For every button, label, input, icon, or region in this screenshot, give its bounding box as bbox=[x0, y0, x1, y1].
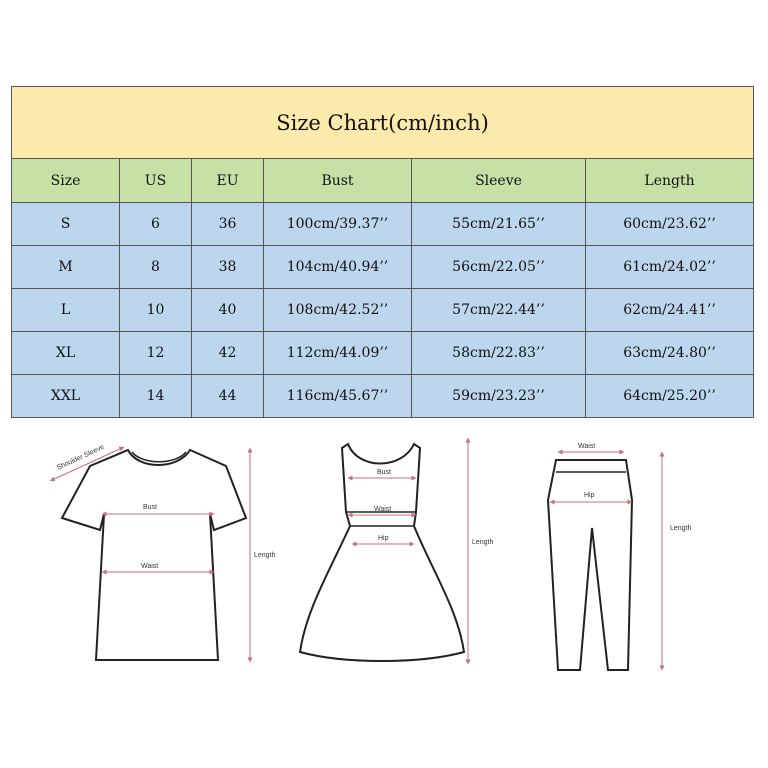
cell-sleeve: 56cm/22.05’’ bbox=[412, 246, 586, 289]
cell-eu: 44 bbox=[192, 375, 264, 418]
header-us: US bbox=[120, 159, 192, 203]
cell-size: L bbox=[12, 289, 120, 332]
cell-length: 64cm/25.20’’ bbox=[586, 375, 754, 418]
dress-diagram bbox=[300, 444, 464, 661]
dress-measure-lines bbox=[350, 440, 468, 662]
dress-bust-label: Bust bbox=[377, 469, 392, 476]
tshirt-length-label: Length bbox=[254, 552, 276, 559]
header-length: Length bbox=[586, 159, 754, 203]
tshirt-outline-icon bbox=[62, 450, 246, 660]
cell-us: 10 bbox=[120, 289, 192, 332]
header-size: Size bbox=[12, 159, 120, 203]
tshirt-bust-label: Bust bbox=[143, 504, 158, 511]
cell-eu: 42 bbox=[192, 332, 264, 375]
table-row bbox=[12, 375, 754, 418]
header-bust: Bust bbox=[264, 159, 412, 203]
dress-waist-label: Waist bbox=[374, 506, 392, 513]
cell-bust: 116cm/45.67’’ bbox=[264, 375, 412, 418]
header-sleeve: Sleeve bbox=[412, 159, 586, 203]
cell-length: 63cm/24.80’’ bbox=[586, 332, 754, 375]
size-chart-table bbox=[11, 86, 754, 418]
cell-eu: 40 bbox=[192, 289, 264, 332]
dress-outline-icon bbox=[300, 444, 464, 661]
title-row bbox=[12, 87, 754, 159]
cell-sleeve: 57cm/22.44’’ bbox=[412, 289, 586, 332]
table-row bbox=[12, 246, 754, 289]
cell-eu: 38 bbox=[192, 246, 264, 289]
cell-size: S bbox=[12, 203, 120, 246]
cell-us: 8 bbox=[120, 246, 192, 289]
table-row bbox=[12, 289, 754, 332]
cell-us: 6 bbox=[120, 203, 192, 246]
pants-measure-lines bbox=[552, 452, 662, 668]
cell-sleeve: 58cm/22.83’’ bbox=[412, 332, 586, 375]
cell-size: M bbox=[12, 246, 120, 289]
tshirt-waist-label: Waist bbox=[141, 563, 159, 570]
cell-size: XXL bbox=[12, 375, 120, 418]
table-row bbox=[12, 203, 754, 246]
cell-size: XL bbox=[12, 332, 120, 375]
cell-sleeve: 59cm/23.23’’ bbox=[412, 375, 586, 418]
tshirt-diagram bbox=[62, 450, 246, 660]
pants-hip-label: Hip bbox=[584, 492, 595, 499]
tshirt-shoulder-sleeve-label: Shoulder Sleeve bbox=[55, 443, 106, 472]
cell-bust: 104cm/40.94’’ bbox=[264, 246, 412, 289]
dress-hip-label: Hip bbox=[378, 535, 389, 542]
garment-measurement-diagrams bbox=[0, 430, 768, 680]
cell-length: 62cm/24.41’’ bbox=[586, 289, 754, 332]
pants-waist-label: Waist bbox=[578, 443, 596, 450]
cell-bust: 108cm/42.52’’ bbox=[264, 289, 412, 332]
chart-title: Size Chart(cm/inch) bbox=[12, 87, 754, 159]
size-chart bbox=[11, 86, 753, 418]
cell-eu: 36 bbox=[192, 203, 264, 246]
cell-us: 14 bbox=[120, 375, 192, 418]
cell-length: 60cm/23.62’’ bbox=[586, 203, 754, 246]
pants-length-label: Length bbox=[670, 525, 692, 532]
cell-bust: 112cm/44.09’’ bbox=[264, 332, 412, 375]
header-eu: EU bbox=[192, 159, 264, 203]
cell-sleeve: 55cm/21.65’’ bbox=[412, 203, 586, 246]
header-row bbox=[12, 159, 754, 203]
cell-bust: 100cm/39.37’’ bbox=[264, 203, 412, 246]
dress-length-label: Length bbox=[472, 539, 494, 546]
table-row bbox=[12, 332, 754, 375]
cell-length: 61cm/24.02’’ bbox=[586, 246, 754, 289]
cell-us: 12 bbox=[120, 332, 192, 375]
